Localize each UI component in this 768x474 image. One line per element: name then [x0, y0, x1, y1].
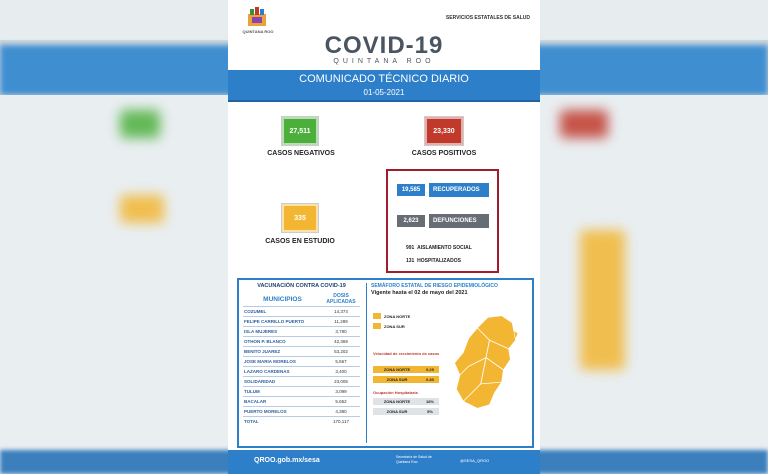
recuperados-row	[396, 183, 489, 197]
ocupacion-norte-row: ZONA NORTE 16%	[373, 398, 439, 405]
table-row	[243, 347, 360, 357]
dosis-cell: 3,780	[322, 327, 360, 337]
dosis-cell: 5,652	[322, 397, 360, 407]
vaccination-table	[243, 292, 360, 426]
table-row	[243, 377, 360, 387]
legend-zona-norte: ZONA NORTE	[373, 313, 410, 319]
aislamiento-row: 991 AISLAMIENTO SOCIAL	[406, 245, 472, 251]
velocidad-norte-row: ZONA NORTE 0.29	[373, 366, 439, 373]
ocupacion-sur-row: ZONA SUR 5%	[373, 408, 439, 415]
table-row	[243, 397, 360, 407]
semaforo-vigente: Vigente hasta el 02 de mayo del 2021	[371, 290, 468, 296]
municipio-cell: TULUM	[243, 387, 322, 397]
velocidad-sur-row: ZONA SUR 0.30	[373, 376, 439, 383]
quintana-roo-logo-icon	[246, 6, 268, 28]
document-page	[228, 0, 540, 474]
hospitalizados-row: 131 HOSPITALIZADOS	[406, 258, 461, 264]
footer-handle[interactable]: @SESA_QROO	[460, 458, 490, 463]
municipio-cell: BENITO JUAREZ	[243, 347, 322, 357]
ocupacion-label: Ocupación Hospitalaria	[373, 390, 418, 395]
quintana-roo-map-icon	[451, 307, 521, 417]
vaccination-title: VACUNACIÓN CONTRA COVID-19	[257, 283, 346, 289]
header	[228, 0, 540, 70]
municipio-cell: OTHON P. BLANCO	[243, 337, 322, 347]
municipio-cell: LAZARO CARDENAS	[243, 367, 322, 377]
dosis-cell: 11,289	[322, 317, 360, 327]
table-row	[243, 407, 360, 417]
estudio-box	[282, 204, 318, 232]
covid-title: COVID-19	[324, 32, 444, 59]
logo-text: QUINTANA ROO	[242, 29, 274, 34]
services-label: SERVICIOS ESTATALES DE SALUD	[445, 15, 530, 21]
info-box	[237, 278, 534, 448]
dosis-cell: 170,117	[322, 417, 360, 427]
footer-url[interactable]: QROO.gob.mx/sesa	[254, 457, 320, 464]
estudio-label: CASOS EN ESTUDIO	[265, 238, 335, 245]
dosis-cell: 53,202	[322, 347, 360, 357]
defunciones-value: 2,623	[396, 214, 426, 228]
dosis-cell: 3,099	[322, 387, 360, 397]
municipio-cell: BACALAR	[243, 397, 322, 407]
covid-subtitle: QUINTANA ROO	[333, 58, 435, 65]
positivos-box	[425, 117, 463, 145]
legend-swatch	[373, 313, 381, 319]
table-row	[243, 327, 360, 337]
col-municipios: MUNICIPIOS	[263, 295, 302, 303]
dosis-cell: 4,380	[322, 407, 360, 417]
municipio-cell: TOTAL	[243, 417, 322, 427]
negativos-box	[282, 117, 318, 145]
dosis-cell: 42,369	[322, 337, 360, 347]
report-bar	[228, 70, 540, 102]
report-date: 01-05-2021	[363, 88, 405, 97]
negativos-value: 27,511	[289, 127, 311, 135]
negativos-label: CASOS NEGATIVOS	[267, 150, 335, 157]
velocidad-label: Velocidad de crecimiento de casos	[373, 351, 440, 356]
estudio-value: 335	[294, 214, 306, 222]
table-row	[243, 417, 360, 427]
semaforo-section	[366, 283, 532, 443]
municipio-cell: JOSE MARIA MORELOS	[243, 357, 322, 367]
defunciones-row	[396, 214, 489, 228]
table-row	[243, 317, 360, 327]
municipio-cell: ISLA MUJERES	[243, 327, 322, 337]
dosis-cell: 23,005	[322, 377, 360, 387]
legend-swatch	[373, 323, 381, 329]
table-row	[243, 357, 360, 367]
positivos-value: 23,330	[433, 127, 455, 135]
vaccination-section	[243, 283, 360, 426]
table-row	[243, 307, 360, 317]
table-row	[243, 337, 360, 347]
semaforo-title: SEMÁFORO ESTATAL DE RIESGO EPIDEMIOLÓGICO	[371, 283, 498, 289]
report-title: COMUNICADO TÉCNICO DIARIO	[299, 73, 469, 85]
table-row	[243, 387, 360, 397]
footer-secretaria: Secretaría de Salud de Quintana Roo	[396, 455, 432, 464]
dosis-cell: 14,374	[322, 307, 360, 317]
footer	[228, 450, 540, 474]
col-dosis: DOSIS APLICADAS	[326, 293, 356, 305]
municipio-cell: SOLIDARIDAD	[243, 377, 322, 387]
dosis-cell: 3,400	[322, 367, 360, 377]
legend-zona-sur: ZONA SUR	[373, 323, 405, 329]
municipio-cell: FELIPE CARRILLO PUERTO	[243, 317, 322, 327]
recuperados-label: RECUPERADOS	[429, 183, 489, 197]
dosis-cell: 5,567	[322, 357, 360, 367]
municipio-cell: COZUMEL	[243, 307, 322, 317]
recuperados-value: 19,585	[396, 183, 426, 197]
defunciones-label: DEFUNCIONES	[429, 214, 489, 228]
municipio-cell: PUERTO MORELOS	[243, 407, 322, 417]
table-row	[243, 367, 360, 377]
positivos-label: CASOS POSITIVOS	[411, 150, 477, 157]
